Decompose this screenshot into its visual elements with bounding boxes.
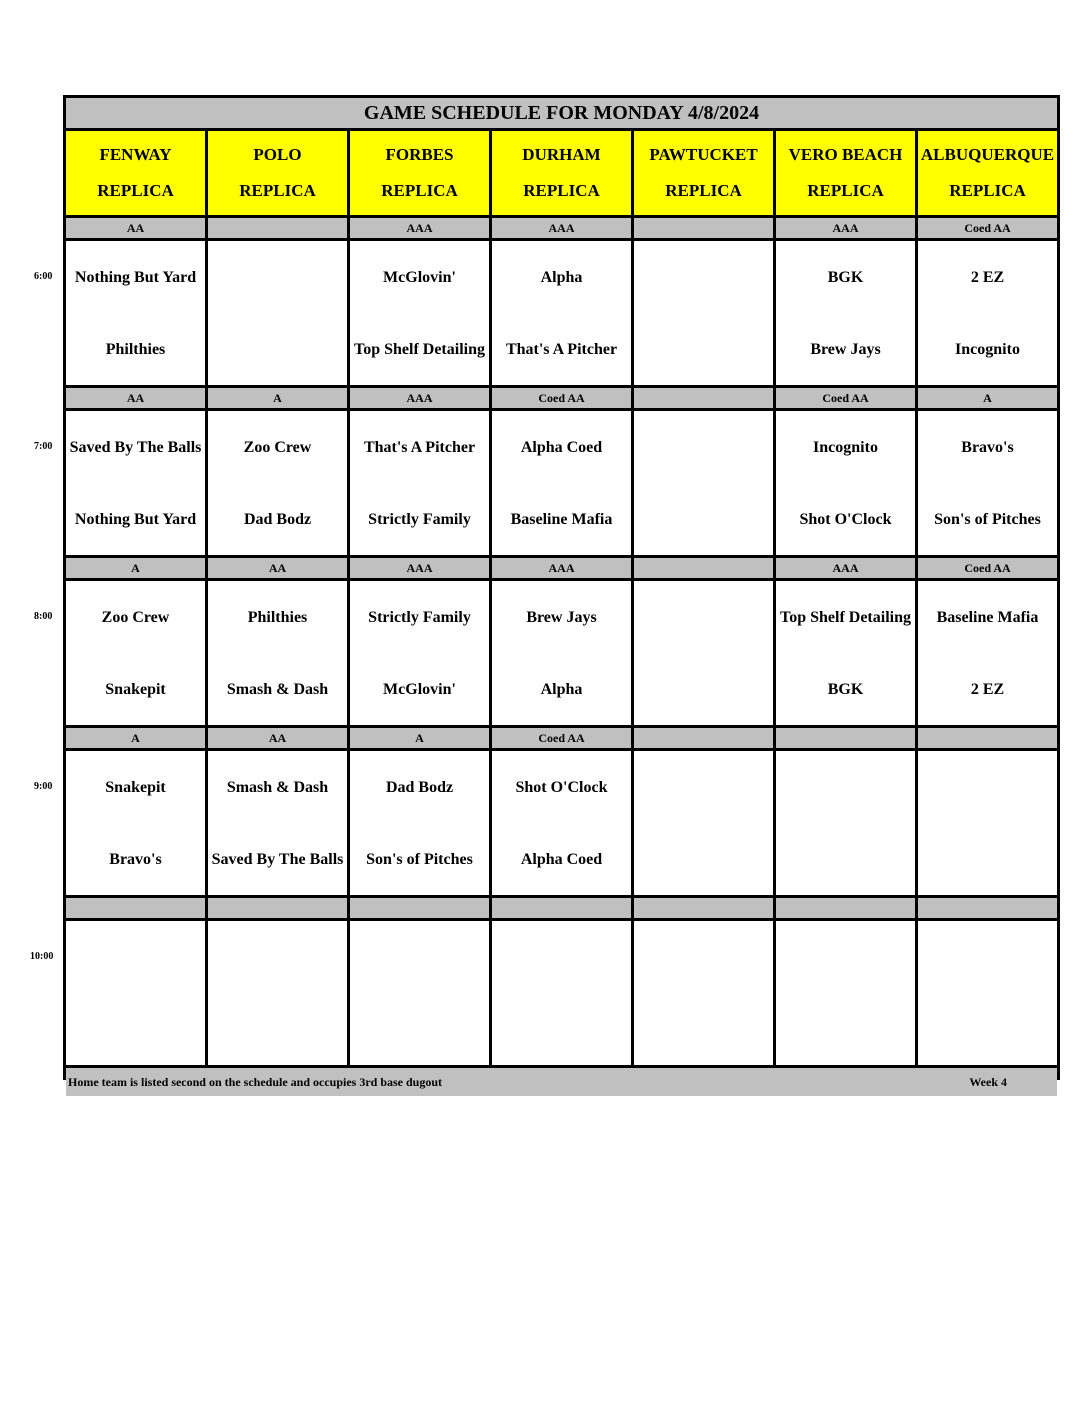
- away-team: Smash & Dash: [226, 778, 329, 796]
- division-label: A: [350, 728, 489, 748]
- away-team: [634, 581, 773, 653]
- division-label: AAA: [350, 558, 489, 578]
- game-cell: [66, 751, 205, 895]
- game-cell: [634, 921, 773, 1065]
- division-label: AAA: [492, 218, 631, 238]
- away-team: [776, 921, 915, 993]
- game-cell: [492, 411, 631, 555]
- division-label: Coed AA: [492, 388, 631, 408]
- home-team: [208, 993, 347, 1065]
- division-label: AA: [208, 558, 347, 578]
- away-team: BGK: [827, 268, 864, 286]
- game-cell: [66, 581, 205, 725]
- division-label: AA: [66, 388, 205, 408]
- home-team: Smash & Dash: [226, 680, 329, 698]
- away-team: [492, 921, 631, 993]
- away-team: Strictly Family: [368, 608, 471, 626]
- division-label: AA: [208, 728, 347, 748]
- away-team: That's A Pitcher: [363, 438, 476, 456]
- division-label: A: [208, 388, 347, 408]
- game-cell: [918, 411, 1057, 555]
- division-label: [634, 558, 773, 578]
- division-label: [66, 898, 205, 918]
- week-label: Week 4: [969, 1075, 1007, 1089]
- division-label: [918, 898, 1057, 918]
- home-team: [634, 993, 773, 1065]
- game-cell: [208, 411, 347, 555]
- field-name: FORBES: [385, 145, 454, 164]
- home-team: [634, 823, 773, 895]
- home-team: Top Shelf Detailing: [354, 340, 485, 358]
- schedule-title: GAME SCHEDULE FOR MONDAY 4/8/2024: [66, 98, 1057, 128]
- home-team: Shot O'Clock: [799, 510, 892, 528]
- time-slot-label: 9:00: [34, 781, 53, 792]
- field-header: [918, 131, 1057, 215]
- division-label: AAA: [350, 388, 489, 408]
- game-cell: [208, 241, 347, 385]
- field-name: FENWAY: [99, 145, 172, 164]
- game-cell: [350, 241, 489, 385]
- home-team: Dad Bodz: [243, 510, 312, 528]
- field-header: [350, 131, 489, 215]
- field-subtitle: REPLICA: [97, 181, 174, 200]
- field-name: ALBUQUERQUE: [920, 145, 1055, 164]
- field-header: [208, 131, 347, 215]
- game-cell: [492, 581, 631, 725]
- game-cell: [776, 411, 915, 555]
- game-cell: [776, 241, 915, 385]
- home-team: Alpha Coed: [520, 850, 603, 868]
- division-label: [634, 218, 773, 238]
- away-team: Nothing But Yard: [74, 268, 197, 286]
- division-label: AA: [66, 218, 205, 238]
- home-team: [776, 993, 915, 1065]
- away-team: [208, 241, 347, 313]
- home-team: [634, 653, 773, 725]
- away-team: McGlovin': [383, 268, 456, 286]
- home-team: Bravo's: [109, 850, 162, 868]
- field-subtitle: REPLICA: [381, 181, 458, 200]
- home-team: Alpha: [540, 680, 583, 698]
- division-label: [208, 218, 347, 238]
- game-cell: [350, 581, 489, 725]
- schedule-table: [63, 95, 1060, 1089]
- home-team: BGK: [827, 680, 864, 698]
- field-subtitle: REPLICA: [665, 181, 742, 200]
- away-team: Zoo Crew: [101, 608, 170, 626]
- game-cell: [918, 921, 1057, 1065]
- home-team: That's A Pitcher: [505, 340, 618, 358]
- game-cell: [492, 751, 631, 895]
- away-team: Alpha Coed: [520, 438, 603, 456]
- game-cell: [208, 921, 347, 1065]
- home-team: Baseline Mafia: [510, 510, 613, 528]
- field-subtitle: REPLICA: [807, 181, 884, 200]
- division-label: A: [66, 728, 205, 748]
- game-cell: [350, 921, 489, 1065]
- division-label: Coed AA: [776, 388, 915, 408]
- home-team: [776, 823, 915, 895]
- away-team: 2 EZ: [970, 268, 1005, 286]
- home-team: [208, 313, 347, 385]
- game-cell: [918, 241, 1057, 385]
- game-cell: [208, 751, 347, 895]
- home-team: [66, 993, 205, 1065]
- away-team: Baseline Mafia: [936, 608, 1039, 626]
- home-team: Son's of Pitches: [366, 850, 473, 868]
- division-label: [492, 898, 631, 918]
- game-cell: [66, 411, 205, 555]
- away-team: Saved By The Balls: [69, 438, 202, 456]
- game-cell: [918, 581, 1057, 725]
- game-cell: [918, 751, 1057, 895]
- game-cell: [208, 581, 347, 725]
- away-team: [208, 921, 347, 993]
- division-label: Coed AA: [918, 218, 1057, 238]
- game-cell: [776, 751, 915, 895]
- field-name: PAWTUCKET: [649, 145, 758, 164]
- away-team: [634, 241, 773, 313]
- division-label: Coed AA: [918, 558, 1057, 578]
- game-cell: [66, 921, 205, 1065]
- away-team: Top Shelf Detailing: [780, 608, 911, 626]
- game-cell: [492, 921, 631, 1065]
- division-label: A: [918, 388, 1057, 408]
- away-team: Shot O'Clock: [515, 778, 608, 796]
- away-team: [350, 921, 489, 993]
- home-team: [634, 483, 773, 555]
- away-team: Dad Bodz: [385, 778, 454, 796]
- away-team: Incognito: [813, 438, 878, 456]
- division-label: [776, 728, 915, 748]
- home-team: Incognito: [955, 340, 1020, 358]
- division-label: [634, 728, 773, 748]
- away-team: Snakepit: [105, 778, 166, 796]
- field-header: [492, 131, 631, 215]
- field-header: [776, 131, 915, 215]
- division-label: A: [66, 558, 205, 578]
- schedule-footer: [66, 1068, 1057, 1096]
- division-label: AAA: [350, 218, 489, 238]
- division-label: AAA: [492, 558, 631, 578]
- home-team: [918, 823, 1057, 895]
- home-team-note: Home team is listed second on the schedule and occupies 3rd base dugout: [68, 1075, 443, 1089]
- game-cell: [492, 241, 631, 385]
- away-team: Philthies: [247, 608, 308, 626]
- away-team: [66, 921, 205, 993]
- away-team: [918, 921, 1057, 993]
- division-label: [918, 728, 1057, 748]
- time-slot-label: 6:00: [34, 271, 53, 282]
- division-label: [634, 898, 773, 918]
- division-label: Coed AA: [492, 728, 631, 748]
- game-cell: [634, 241, 773, 385]
- field-subtitle: REPLICA: [239, 181, 316, 200]
- home-team: McGlovin': [383, 680, 456, 698]
- away-team: [634, 411, 773, 483]
- home-team: [918, 993, 1057, 1065]
- home-team: Strictly Family: [368, 510, 471, 528]
- field-name: VERO BEACH: [788, 145, 903, 164]
- time-slot-label: 7:00: [34, 441, 53, 452]
- away-team: Bravo's: [961, 438, 1014, 456]
- home-team: Snakepit: [105, 680, 166, 698]
- division-label: AAA: [776, 558, 915, 578]
- division-label: [634, 388, 773, 408]
- home-team: Philthies: [105, 340, 166, 358]
- time-slot-label: 10:00: [30, 951, 54, 962]
- home-team: Son's of Pitches: [934, 510, 1041, 528]
- division-label: [776, 898, 915, 918]
- away-team: Brew Jays: [526, 608, 597, 626]
- home-team: 2 EZ: [970, 680, 1005, 698]
- home-team: Brew Jays: [810, 340, 881, 358]
- division-label: AAA: [776, 218, 915, 238]
- field-header: [66, 131, 205, 215]
- home-team: Saved By The Balls: [211, 850, 344, 868]
- home-team: [492, 993, 631, 1065]
- division-label: [350, 898, 489, 918]
- away-team: [918, 751, 1057, 823]
- field-subtitle: REPLICA: [949, 181, 1026, 200]
- game-cell: [350, 411, 489, 555]
- game-cell: [776, 581, 915, 725]
- home-team: [634, 313, 773, 385]
- home-team: Nothing But Yard: [74, 510, 197, 528]
- away-team: [776, 751, 915, 823]
- away-team: Alpha: [540, 268, 583, 286]
- game-cell: [350, 751, 489, 895]
- game-cell: [634, 751, 773, 895]
- away-team: [634, 751, 773, 823]
- away-team: Zoo Crew: [243, 438, 312, 456]
- game-cell: [634, 581, 773, 725]
- home-team: [350, 993, 489, 1065]
- away-team: [634, 921, 773, 993]
- game-cell: [776, 921, 915, 1065]
- game-cell: [66, 241, 205, 385]
- field-subtitle: REPLICA: [523, 181, 600, 200]
- field-name: POLO: [253, 145, 302, 164]
- field-header: [634, 131, 773, 215]
- field-name: DURHAM: [522, 145, 601, 164]
- division-label: [208, 898, 347, 918]
- game-cell: [634, 411, 773, 555]
- time-slot-label: 8:00: [34, 611, 53, 622]
